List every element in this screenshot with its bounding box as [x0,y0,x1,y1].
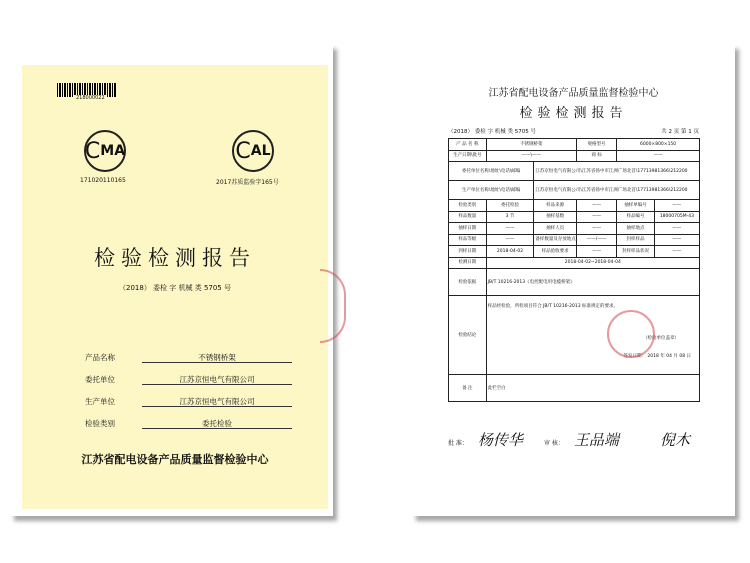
report-cover [10,44,333,516]
cover-report-number: （2018） 委检 字 机械 类 5705 号 [119,284,231,292]
cal-logo: C AL [232,130,274,172]
report-table [448,138,700,402]
reviewer-signature: 审 核： 王品端 [544,431,619,449]
cover-organization: 江苏省配电设备产品质量监督检验中心 [81,453,269,466]
seal-note: （检验单位盖章） [643,336,679,341]
cma-number: 171020110165 [80,177,126,184]
cover-paper [22,65,328,509]
table-row: 产 品 名 称 不锈钢桥架 规格型号 6000×800×150 [449,139,700,151]
table-row: 检验结论 样品经检验，所检项目符合 JB/T 10216-2013 标准规定的要求。 （检验单位盖章） 签发日期： 2018 年 04 月 08 日 [449,296,700,375]
report-organization: 江苏省配电设备产品质量监督检验中心 [488,88,659,99]
field-product: 产品名称 不锈钢桥架 [85,352,295,364]
table-row: 抽样日期 —— 抽样人员 —— 抽样地点 —— [449,223,700,235]
approver-signature: 批 准： 杨传华 [448,431,523,449]
field-maker: 生产单位 江苏京恒电气有限公司 [85,396,295,408]
report-number: （2018） 委检 字 机械 类 5705 号 [448,129,536,135]
table-row: 到样日期 2018-04-02 样品验收要求 —— 封样样品状况 —— [449,246,700,258]
report-page [412,44,735,516]
conclusion-text: 样品经检验，所检项目符合 JB/T 10216-2013 标准规定的要求。 [487,304,619,309]
field-inspection-type: 检验类别 委托检验 [85,418,295,430]
table-row: 检测日期 2018-04-02~2018-04-04 [449,257,700,269]
table-row: 生产单位名称\地址\电话\邮编 江苏京恒电气有限公司\江苏省扬中市江洲广场北首\17713981366\212200 [449,181,700,200]
report-title: 检验检测报告 [519,106,628,121]
field-client: 委托单位 江苏京恒电气有限公司 [85,374,295,386]
cover-title: 检验检测报告 [94,246,256,270]
table-row: 备 注 此栏空白 [449,375,700,402]
cma-logo: C MA [84,130,126,172]
inspection-stamp [607,310,655,358]
table-row: 样品等级 —— 备样数量及存放地点 ——/—— 封样样品 —— [449,234,700,246]
page-info: 共 2 页 第 1 页 [661,129,699,135]
table-row: 检验类别 委托检验 样品来源 —— 抽样单编号 —— [449,200,700,212]
barcode-number: 218000022 [76,95,105,101]
cal-number: 2017苏质监验字165号 [216,179,279,186]
tester-signature: 倪木 [660,431,691,449]
table-row: 样品数量 3 节 抽样基数 —— 样品编号 18000705M-43 [449,211,700,223]
edge-stamp [320,269,346,343]
issue-date: 签发日期： 2018 年 04 月 08 日 [623,354,691,359]
table-row: 委托单位名称\地址\电话\邮编 江苏京恒电气有限公司\江苏省扬中市江洲广场北首\17713981366\212200 [449,162,700,181]
table-row: 生产日期\批号 ——\—— 商 标 —— [449,150,700,162]
table-row: 检验依据 JB/T 10216-2013《电控配电用电缆桥架》 [449,269,700,296]
